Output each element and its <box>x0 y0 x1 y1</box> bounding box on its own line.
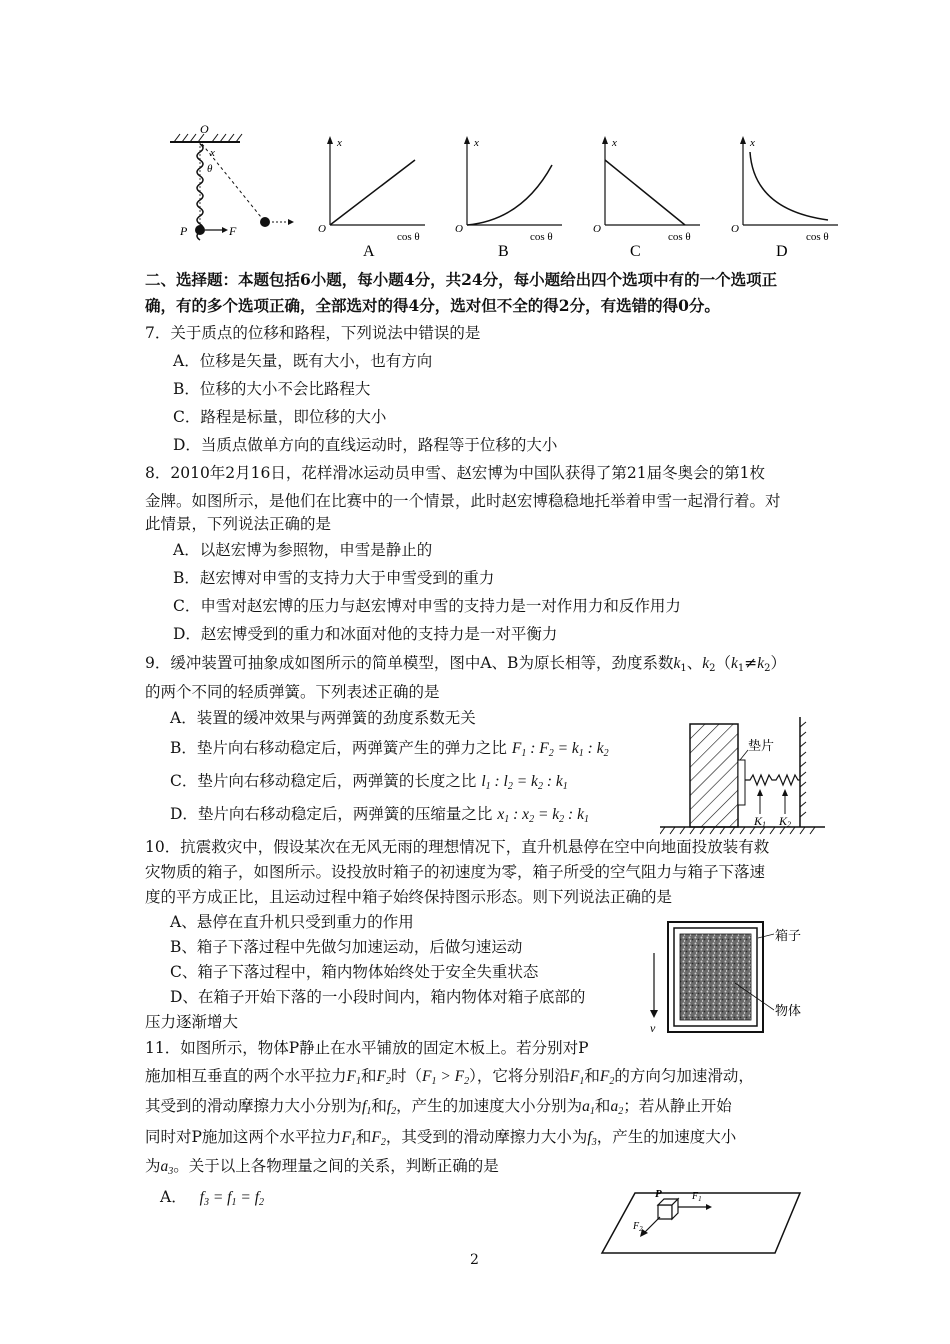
q11-option-a-label: A． <box>160 1188 187 1206</box>
q11-line4-mid: ，其受到的滑动摩擦力大小为 <box>385 1128 588 1146</box>
q9-paren-open: （ <box>715 654 732 672</box>
spring-pendulum-figure <box>170 122 294 240</box>
q11-line2-end: 的方向匀加速滑动， <box>614 1067 754 1085</box>
q11-option-a-formula: $f_3 = f_1 = f_2$ <box>199 1189 265 1208</box>
q9-option-c-formula: $l_1$ : $l_2 = k_2$ : $k_1$ <box>481 773 568 792</box>
graph-c-label: C <box>630 243 641 260</box>
q9-line2: 的两个不同的轻质弹簧。下列表述正确的是 <box>145 683 440 701</box>
graph-a <box>318 136 425 260</box>
graph-d-label: D <box>776 243 788 260</box>
q8-option-d: D．赵宏博受到的重力和冰面对他的支持力是一对平衡力 <box>173 625 558 643</box>
q8-option-b: B．赵宏博对申雪的支持力大于申雪受到的重力 <box>173 569 495 587</box>
q11-line4-f2: $F_2$ <box>371 1129 386 1148</box>
q9-k1b: k <box>731 655 738 672</box>
q11-line2-f2b: $F_2$ <box>599 1068 615 1087</box>
q11-line2-f1b: $F_1$ <box>569 1068 585 1087</box>
q10-line1: 10．抗震救灾中，假设某次在无风无雨的理想情况下，直升机悬停在空中向地面投放装有救 <box>145 838 770 856</box>
q11-line3-and2: 和 <box>594 1097 611 1115</box>
top-figures <box>160 120 850 265</box>
q8-line3: 此情景，下列说法正确的是 <box>145 515 332 533</box>
pendulum-label-p: P <box>180 224 188 238</box>
q9-option-d <box>170 804 589 830</box>
q9-line1-text: 9．缓冲装置可抽象成如图所示的简单模型，图中A、B为原长相等，劲度系数 <box>145 654 674 672</box>
pendulum-label-x: x <box>210 147 215 159</box>
q11-line3-end: ；若从静止开始 <box>623 1097 732 1115</box>
q9-option-a: A．装置的缓冲效果与两弹簧的劲度系数无关 <box>170 709 476 727</box>
q11-line2 <box>145 1066 754 1092</box>
q11-line4-f3: $f_3$ <box>587 1129 597 1148</box>
pendulum-label-theta: θ <box>207 163 213 175</box>
graph-c <box>593 136 700 260</box>
q9-option-b-text: B．垫片向右移动稳定后，两弹簧产生的弹力之比 <box>170 739 507 757</box>
graph-a-x-label: cos θ <box>397 231 420 243</box>
q11-line3-text: 其受到的滑动摩擦力大小分别为 <box>145 1097 363 1115</box>
q9-option-b-formula: $F_1$ : $F_2 = k_1$ : $k_2$ <box>511 740 609 759</box>
q7-stem: 7．关于质点的位移和路程，下列说法中错误的是 <box>145 324 481 342</box>
graph-b-label: B <box>498 243 509 260</box>
q10-figure-v-label: v <box>650 1021 656 1035</box>
q11-line3-a1: $a_1$ <box>582 1098 595 1117</box>
graph-b <box>455 136 562 260</box>
graph-d-origin: O <box>731 223 739 235</box>
pendulum-label-o: O <box>200 122 209 136</box>
q9-figure-k1-label: K1 <box>754 814 767 829</box>
q11-line3-a2: $a_2$ <box>610 1098 624 1117</box>
q10-line3: 度的平方成正比，且运动过程中箱子始终保持图示形态。则下列说法正确的是 <box>145 888 673 906</box>
q11-line4-and: 和 <box>355 1128 372 1146</box>
q11-line3-and: 和 <box>371 1097 387 1115</box>
q10-option-c: C、箱子下落过程中，箱内物体始终处于安全失重状态 <box>170 963 539 981</box>
q7-option-b: B．位移的大小不会比路程大 <box>173 380 371 398</box>
q10-option-d2: 压力逐渐增大 <box>145 1013 239 1031</box>
q11-line3-f2: $f_2$ <box>386 1098 397 1117</box>
q11-figure-p-label: P <box>655 1188 662 1200</box>
q9-buffer-figure <box>660 712 830 837</box>
q7-option-a: A．位移是矢量，既有大小，也有方向 <box>173 352 433 370</box>
q11-line3-mid: ，产生的加速度大小分别为 <box>396 1097 583 1115</box>
graph-b-y-label: x <box>474 137 479 149</box>
q10-figure-box-label: 箱子 <box>775 928 802 943</box>
q9-sep: 、 <box>686 654 703 672</box>
q9-k2b: k <box>757 655 765 672</box>
q9-k2b-sub: 2 <box>764 663 771 674</box>
q9-k2-sub: 2 <box>709 663 716 674</box>
section2-line1: 二、选择题：本题包括6小题，每小题4分，共24分，每小题给出四个选项中有的一个选项正 <box>145 270 778 289</box>
q9-k1-sub: 1 <box>680 663 687 674</box>
graph-d <box>731 136 838 260</box>
q9-line1 <box>145 653 786 679</box>
q9-figure-k2-label: K2 <box>779 814 792 829</box>
q10-option-a: A、悬停在直升机只受到重力的作用 <box>170 913 414 931</box>
graph-a-label: A <box>363 243 375 260</box>
graph-c-origin: O <box>593 223 601 235</box>
graph-d-y-label: x <box>750 137 755 149</box>
q11-line2-post: ，它将分别沿 <box>476 1067 570 1085</box>
q9-option-d-formula: $x_1$ : $x_2 = k_2$ : $k_1$ <box>497 806 589 825</box>
q11-line2-text: 施加相互垂直的两个水平拉力 <box>145 1067 347 1085</box>
q8-line2: 金牌。如图所示，是他们在比赛中的一个情景，此时赵宏博稳稳地托举着申雪一起滑行着。对 <box>145 492 781 510</box>
q11-board-figure <box>600 1185 810 1257</box>
q11-option-a <box>160 1187 264 1213</box>
q11-line4-text: 同时对P施加这两个水平拉力 <box>145 1128 342 1146</box>
q9-k1b-sub: 1 <box>737 663 745 674</box>
q9-option-d-text: D．垫片向右移动稳定后，两弹簧的压缩量之比 <box>170 805 493 823</box>
q10-line2: 灾物质的箱子，如图所示。设投放时箱子的初速度为零，箱子所受的空气阻力与箱子下落速 <box>145 863 766 881</box>
q10-box-figure <box>640 918 820 1036</box>
q8-line1: 8．2010年2月16日，花样滑冰运动员申雪、赵宏博为中国队获得了第21届冬奥会的第1枚 <box>145 464 765 482</box>
q11-figure-f2-label: $F_2$ <box>633 1221 643 1233</box>
q11-figure-f1-label: $F_1$ <box>692 1191 702 1203</box>
q9-k1: k <box>673 655 681 672</box>
q11-line5-a3: $a_3$ <box>160 1158 174 1177</box>
q11-line5-post: 。关于以上各物理量之间的关系，判断正确的是 <box>173 1157 499 1175</box>
q9-option-c <box>170 771 568 797</box>
q11-line4-f1: $F_1$ <box>341 1129 356 1148</box>
q8-option-c: C．申雪对赵宏博的压力与赵宏博对申雪的支持力是一对作用力和反作用力 <box>173 597 681 615</box>
q11-line4-end: ，产生的加速度大小 <box>596 1128 737 1146</box>
q11-line1: 11．如图所示，物体P静止在水平铺放的固定木板上。若分别对P <box>145 1039 589 1057</box>
q9-paren-close: ） <box>770 654 787 672</box>
graph-a-y-label: x <box>337 137 342 149</box>
graph-a-origin: O <box>318 223 326 235</box>
q11-line2-and2: 和 <box>584 1067 600 1085</box>
q11-line3-f1: $f_1$ <box>362 1098 372 1117</box>
q9-figure-pad-label: 垫片 <box>748 738 775 753</box>
q9-option-c-text: C．垫片向右移动稳定后，两弹簧的长度之比 <box>170 772 477 790</box>
q11-line4 <box>145 1127 736 1153</box>
q11-line2-time: 时$(F_1 > F_2)$ <box>390 1067 477 1087</box>
q11-line5-pre: 为 <box>145 1157 161 1175</box>
graph-c-x-label: cos θ <box>668 231 691 243</box>
q9-k2: k <box>702 655 710 672</box>
q9-ne: ≠ <box>744 654 758 672</box>
graph-b-origin: O <box>455 223 463 235</box>
q9-option-b <box>170 738 609 764</box>
section2-line2: 确，有的多个选项正确，全部选对的得4分，选对但不全的得2分，有选错的得0分。 <box>145 296 720 315</box>
q10-option-d1: D、在箱子开始下落的一小段时间内，箱内物体对箱子底部的 <box>170 988 586 1006</box>
q11-line2-formula: $F_1$ <box>346 1068 361 1087</box>
graph-b-x-label: cos θ <box>530 231 553 243</box>
graph-c-y-label: x <box>612 137 617 149</box>
q11-line5 <box>145 1156 499 1182</box>
q8-option-a: A．以赵宏博为参照物，申雪是静止的 <box>173 541 433 559</box>
q10-option-b: B、箱子下落过程中先做匀加速运动，后做匀速运动 <box>170 938 523 956</box>
pendulum-label-f: F <box>229 224 237 238</box>
graph-d-x-label: cos θ <box>806 231 829 243</box>
q11-line2-f2: $F_2$ <box>376 1068 391 1087</box>
q11-line2-and: 和 <box>360 1067 377 1085</box>
q7-option-d: D．当质点做单方向的直线运动时，路程等于位移的大小 <box>173 436 558 454</box>
q11-line3 <box>145 1096 732 1122</box>
q10-figure-object-label: 物体 <box>775 1003 802 1018</box>
page-number: 2 <box>470 1252 479 1268</box>
q7-option-c: C．路程是标量，即位移的大小 <box>173 408 387 426</box>
